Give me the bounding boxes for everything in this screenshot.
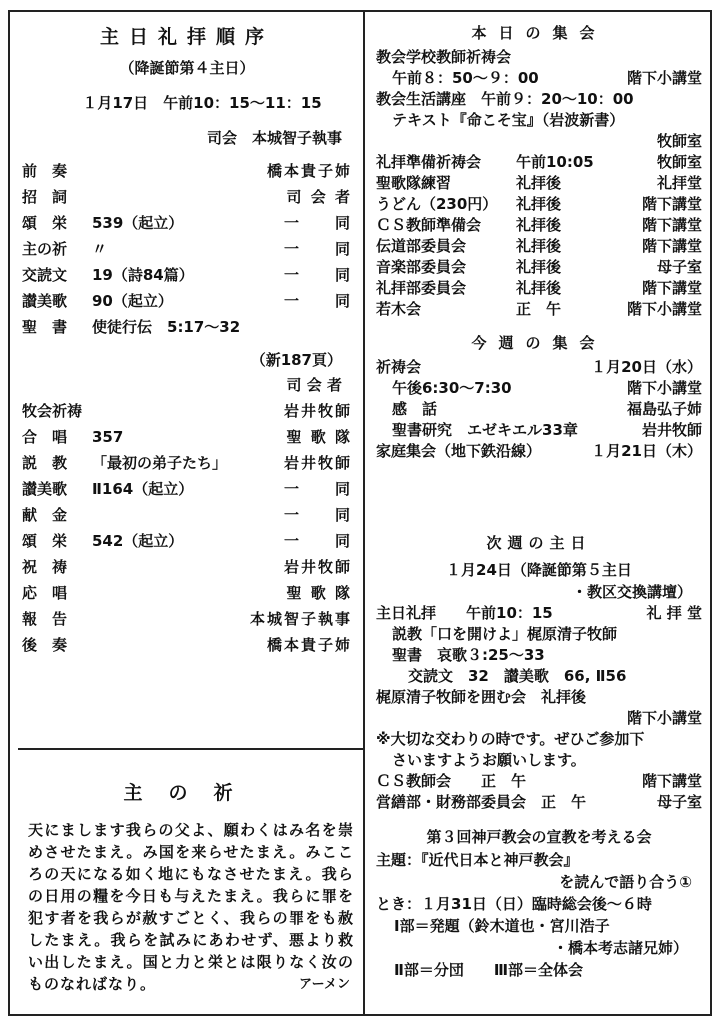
conference-part1: Ⅰ部＝発題（鈴木道也・宮川浩子 — [394, 917, 610, 935]
worship-item-detail: Ⅱ164（起立） — [92, 480, 194, 498]
meeting-row — [376, 420, 702, 441]
worship-item-detail: 19（詩84篇） — [92, 266, 194, 284]
worship-item-row — [22, 314, 352, 340]
today-meetings-title: 本日の集会 — [471, 24, 607, 42]
meeting-time — [516, 131, 606, 152]
conference-theme: 主題：『近代日本と神戸教会』 — [376, 851, 579, 869]
worship-item-name: 後 奏 — [22, 636, 68, 654]
worship-item-row — [22, 606, 352, 632]
worship-item-detail — [92, 580, 242, 606]
meeting-place: 岩井牧師 — [641, 421, 702, 439]
next-sunday-title: 次週の主日 — [486, 534, 592, 552]
meeting-place: 階下小講堂 — [626, 709, 702, 727]
worship-item-name: 報 告 — [22, 610, 68, 628]
worship-item-name: 前 奏 — [22, 162, 68, 180]
meeting-row — [376, 110, 702, 131]
worship-item-name: 主の祈 — [22, 240, 68, 258]
meeting-time: 正 午 — [516, 300, 562, 318]
worship-item-detail — [92, 632, 242, 658]
worship-item-detail: 使徒行伝 5:17〜32 — [92, 318, 241, 336]
worship-item-name: 聖 書 — [22, 318, 68, 336]
worship-item-leader: 一 同 — [283, 240, 352, 258]
meeting-row — [376, 378, 702, 399]
worship-item-detail — [92, 502, 242, 528]
amen: アーメン — [299, 977, 350, 992]
worship-item-row — [22, 288, 352, 314]
worship-item-leader: 岩井牧師 — [283, 454, 352, 472]
section-divider — [18, 748, 363, 750]
worship-item-detail: 〃 — [92, 240, 108, 258]
worship-order-section — [22, 22, 352, 658]
meeting-time: 礼拝後 — [516, 237, 562, 255]
meeting-row — [376, 399, 702, 420]
meeting-row — [376, 47, 702, 68]
worship-item-leader: 一 同 — [283, 506, 352, 524]
meeting-row — [376, 792, 702, 813]
meeting-name: 梶原清子牧師を囲む会 礼拝後 — [376, 688, 587, 706]
worship-items-2 — [22, 398, 352, 658]
meeting-place: 牧師室 — [656, 132, 702, 150]
meeting-place: 階下小講堂 — [626, 300, 702, 318]
worship-item-row — [22, 554, 352, 580]
meeting-name: 音楽部委員会 — [376, 258, 467, 276]
meeting-place: 階下講堂 — [641, 237, 702, 255]
next-sunday-date: １月24日（降誕節第５主日 — [446, 561, 632, 579]
meeting-place: 階下講堂 — [641, 279, 702, 297]
worship-item-detail: 542（起立） — [92, 532, 184, 550]
meeting-row — [376, 236, 702, 257]
meeting-time: 礼拝後 — [516, 258, 562, 276]
meeting-name: うどん（230円） — [376, 195, 498, 213]
right-column — [376, 22, 702, 981]
worship-item-leader: 本城智子執事 — [249, 610, 352, 628]
meeting-row — [376, 624, 702, 645]
meeting-name: 主日礼拝 午前10：15 — [376, 604, 553, 622]
meeting-row — [376, 68, 702, 89]
meeting-name — [376, 708, 627, 729]
meeting-row — [376, 173, 702, 194]
meeting-row — [376, 750, 702, 771]
meeting-name: さいますようお願いします。 — [392, 751, 586, 769]
worship-item-name: 説 教 — [22, 454, 68, 472]
worship-item-leader: 聖 歌 隊 — [286, 584, 352, 602]
week-meetings-list — [376, 357, 702, 462]
meeting-row — [376, 357, 702, 378]
worship-item-leader: 聖 歌 隊 — [286, 428, 352, 446]
worship-item-name: 頌 栄 — [22, 532, 68, 550]
worship-item-leader: 一 同 — [283, 480, 352, 498]
worship-item-row — [22, 476, 352, 502]
worship-item-row — [22, 262, 352, 288]
meeting-time — [516, 68, 606, 89]
meeting-place: 礼 拝 堂 — [646, 604, 702, 622]
meeting-time: 礼拝後 — [516, 195, 562, 213]
worship-item-row — [22, 424, 352, 450]
meeting-name: 若木会 — [376, 300, 422, 318]
meeting-name: 聖書研究 エゼキエル33章 — [392, 421, 578, 439]
worship-item-leader: 一 同 — [283, 292, 352, 310]
worship-item-detail: 539（起立） — [92, 214, 184, 232]
worship-item-detail: 90（起立） — [92, 292, 173, 310]
meeting-row — [376, 194, 702, 215]
worship-item-row — [22, 158, 352, 184]
worship-order-subtitle: （降誕節第４主日） — [119, 59, 255, 77]
worship-item-leader: 橋本貴子姉 — [266, 636, 352, 654]
worship-item-leader: 一 同 — [283, 214, 352, 232]
meeting-place: １月20日（水） — [591, 358, 702, 376]
conference-part2: Ⅱ部＝分団 Ⅲ部＝全体会 — [394, 961, 584, 979]
meeting-name: 午前８：50〜９：00 — [392, 69, 539, 87]
worship-item-name: 献 金 — [22, 506, 68, 524]
worship-order-title: 主日礼拝順序 — [99, 26, 274, 48]
meeting-row — [376, 666, 702, 687]
worship-items — [22, 158, 352, 340]
worship-item-name: 祝 祷 — [22, 558, 68, 576]
worship-item-leader — [242, 314, 352, 340]
meeting-name: 聖書 哀歌３:25〜33 — [392, 646, 545, 664]
worship-item-leader: 司 会 者 — [286, 188, 352, 206]
meeting-name: ＣＳ教師準備会 — [376, 216, 482, 234]
meeting-row — [376, 687, 702, 708]
next-sunday-date-note: ・教区交換講壇） — [571, 583, 692, 601]
meeting-name: 営繕部・財務部委員会 正 午 — [376, 793, 587, 811]
meeting-time: 礼拝後 — [516, 216, 562, 234]
worship-item-row — [22, 450, 352, 476]
worship-item-detail — [92, 398, 242, 424]
meeting-name: 教会生活講座 午前９：20〜10：00 — [376, 90, 634, 108]
worship-item-row — [22, 398, 352, 424]
worship-item-name: 讃美歌 — [22, 480, 68, 498]
meeting-name: 交読文 32 讃美歌 66, Ⅱ56 — [408, 667, 627, 685]
meeting-name: 説教「口を開けよ」梶原清子牧師 — [392, 625, 618, 643]
meeting-row — [376, 441, 702, 462]
today-meetings-list — [376, 47, 702, 320]
worship-item-row — [22, 210, 352, 236]
worship-item-row — [22, 528, 352, 554]
worship-item-name: 讃美歌 — [22, 292, 68, 310]
meeting-row — [376, 729, 702, 750]
worship-item-leader: 一 同 — [283, 266, 352, 284]
meeting-place: 階下小講堂 — [626, 379, 702, 397]
conference-when: とき：１月31日（日）臨時総会後〜６時 — [376, 895, 652, 913]
worship-item-row — [22, 502, 352, 528]
worship-item-name: 頌 栄 — [22, 214, 68, 232]
worship-item-detail — [92, 606, 242, 632]
worship-item-row — [22, 184, 352, 210]
meeting-name: 祈祷会 — [376, 358, 422, 376]
lords-prayer-body: 天にまします我らの父よ、願わくはみ名を崇めさせたまえ。み国を来らせたまえ。みこころの天になる如く地にもなさせたまえ。我らの日用の糧を今日も与えたまえ。我らに罪を犯す者を我らが赦すごとく、我らの罪をも赦したまえ。我らを試みにあわせず、悪より救い出したまえ。国と力と栄とは限りなく汝のものなればなり。 — [28, 821, 354, 993]
meeting-row — [376, 603, 702, 624]
meeting-row — [376, 299, 702, 320]
meeting-name: 感 話 — [392, 400, 438, 418]
scripture-page-note: （新187頁） — [250, 351, 342, 369]
meeting-row — [376, 708, 702, 729]
meeting-row — [376, 257, 702, 278]
meeting-place: 礼拝堂 — [656, 174, 702, 192]
worship-item-name: 交読文 — [22, 266, 68, 284]
meeting-row — [376, 645, 702, 666]
meeting-place: 階下小講堂 — [626, 69, 702, 87]
meeting-place: 階下講堂 — [641, 216, 702, 234]
worship-item-detail — [92, 554, 242, 580]
week-meetings-title: 今週の集会 — [471, 334, 607, 352]
worship-item-detail: 「最初の弟子たち」 — [92, 454, 228, 472]
next-sunday-list — [376, 603, 702, 813]
meeting-place: 母子室 — [656, 258, 702, 276]
worship-item-row — [22, 632, 352, 658]
conference-theme-2: を読んで語り合う① — [559, 873, 692, 891]
conference-title: 第３回神戸教会の宣教を考える会 — [426, 828, 652, 846]
meeting-row — [376, 215, 702, 236]
meeting-name: 聖歌隊練習 — [376, 174, 452, 192]
meeting-time: 午前10:05 — [516, 153, 594, 171]
worship-date: １月17日 午前10：15〜11：15 — [82, 94, 322, 112]
meeting-time: 礼拝後 — [516, 279, 562, 297]
meeting-place: 牧師室 — [656, 153, 702, 171]
meeting-place: 階下講堂 — [641, 195, 702, 213]
meeting-row — [376, 89, 702, 110]
worship-item-name: 応 唱 — [22, 584, 68, 602]
meeting-row — [376, 771, 702, 792]
lords-prayer-title: 主の祈 — [123, 782, 259, 804]
meeting-name: 家庭集会（地下鉄沿線） — [376, 442, 542, 460]
worship-item-name: 牧会祈祷 — [22, 402, 83, 420]
worship-item-name: 招 詞 — [22, 188, 68, 206]
meeting-name: テキスト『命こそ宝』（岩波新書） — [392, 111, 625, 129]
meeting-place: 福島弘子姉 — [626, 400, 702, 418]
worship-item-leader: 橋本貴子姉 — [266, 162, 352, 180]
conference-part1b: ・橋本考志諸兄姉） — [552, 939, 688, 957]
meeting-row — [376, 152, 702, 173]
column-divider — [363, 10, 365, 1015]
meeting-name: ※大切な交わりの時です。ぜひご参加下 — [376, 730, 645, 748]
meeting-place: １月21日（木） — [591, 442, 702, 460]
worship-item-leader: 一 同 — [283, 532, 352, 550]
worship-item-row — [22, 580, 352, 606]
worship-item-detail — [92, 158, 242, 184]
meeting-name: 教会学校教師祈祷会 — [376, 48, 512, 66]
meeting-time: 礼拝後 — [516, 174, 562, 192]
meeting-row — [376, 278, 702, 299]
worship-item-name: 合 唱 — [22, 428, 68, 446]
worship-item-leader: 岩井牧師 — [283, 402, 352, 420]
meeting-name: 礼拝準備祈祷会 — [376, 153, 482, 171]
worship-item-detail — [92, 184, 242, 210]
lords-prayer-section — [28, 778, 354, 992]
meeting-name: 礼拝部委員会 — [376, 279, 467, 297]
meeting-name — [376, 131, 516, 152]
meeting-name: ＣＳ教師会 正 午 — [376, 772, 527, 790]
worship-item-detail: 357 — [92, 428, 124, 446]
meeting-row — [376, 131, 702, 152]
meeting-name: 伝道部委員会 — [376, 237, 467, 255]
worship-item-leader: 岩井牧師 — [283, 558, 352, 576]
meeting-place: 母子室 — [656, 793, 702, 811]
presider: 司会 本城智子執事 — [206, 129, 342, 147]
meeting-place: 階下講堂 — [641, 772, 702, 790]
scripture-reader: 司 会 者 — [286, 376, 342, 394]
meeting-name: 午後6:30〜7:30 — [392, 379, 512, 397]
worship-item-row — [22, 236, 352, 262]
